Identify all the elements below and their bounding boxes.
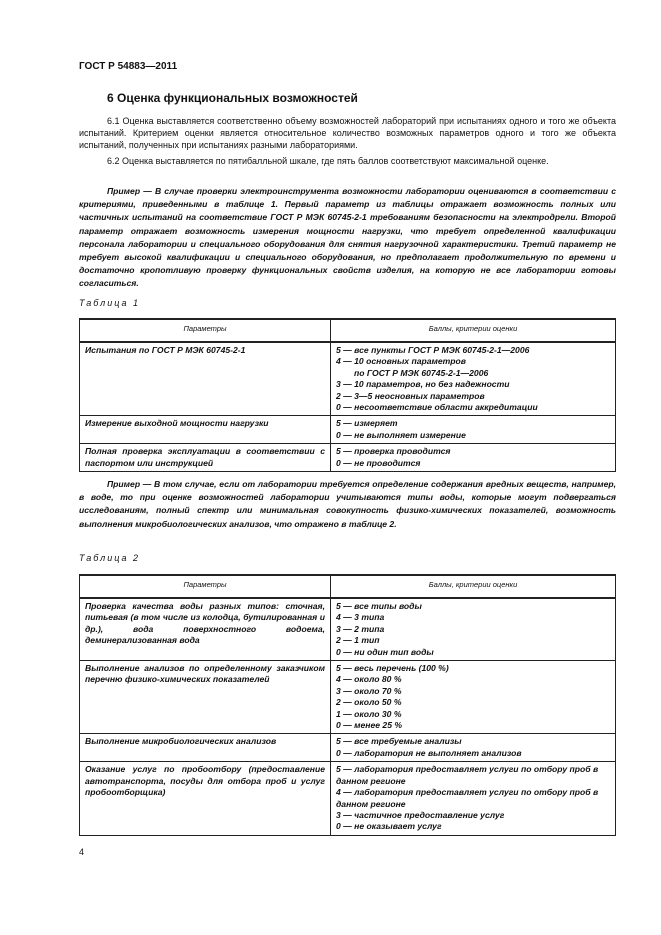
table-cell-criteria <box>331 734 616 762</box>
paragraph-6-1: 6.1 Оценка выставляется соответственно объему возможностей лабораторий при испытаниях одного и того же объекта испытаний. Критерием оценки является относительное количество возможных параметров одного и того же объекта испытаний, полученных при испытаниях разными лабораториями. <box>79 116 616 150</box>
criteria-line: 2 — 3—5 неосновных параметров <box>336 390 485 401</box>
table-row <box>80 444 616 472</box>
criteria-line: 4 — 3 типа <box>336 612 385 623</box>
table-cell-parameter: Испытания по ГОСТ Р МЭК 60745-2-1 <box>80 342 331 416</box>
table-cell-criteria <box>331 416 616 444</box>
criteria-line: 5 — все требуемые анализы <box>336 736 462 747</box>
criteria-line: 5 — весь перечень (100 %) <box>336 663 449 674</box>
table-cell-parameter: Проверка качества воды разных типов: сточная, питьевая (в том числе из колодца, бутилированная и др.), вода поверхностного водоема, деминерализованная вода <box>80 598 331 661</box>
table-cell-parameter: Измерение выходной мощности нагрузки <box>80 416 331 444</box>
table-header-parameters: Параметры <box>80 575 331 598</box>
table-header-row <box>80 319 616 342</box>
criteria-line: 0 — несоответствие области аккредитации <box>336 402 538 413</box>
criteria-line: 4 — лаборатория предоставляет услуги по отбору проб в данном регионе <box>336 787 599 809</box>
criteria-line: 3 — частичное предоставление услуг <box>336 809 505 820</box>
table-1 <box>79 318 616 472</box>
criteria-line: 0 — лаборатория не выполняет анализов <box>336 747 522 758</box>
criteria-line: 3 — 2 типа <box>336 623 385 634</box>
table-cell-criteria <box>331 444 616 472</box>
table-row <box>80 598 616 661</box>
table-row <box>80 661 616 734</box>
criteria-line: 5 — проверка проводится <box>336 446 451 457</box>
criteria-line: 0 — не выполняет измерение <box>336 429 466 440</box>
table-cell-criteria <box>331 598 616 661</box>
table-header-criteria: Баллы, критерии оценки <box>331 319 616 342</box>
criteria-line: 5 — измеряет <box>336 418 398 429</box>
criteria-line: 2 — 1 тип <box>336 635 380 646</box>
criteria-line: 5 — лаборатория предоставляет услуги по отбору проб в данном регионе <box>336 764 599 786</box>
table-1-caption: Таблица 1 <box>79 298 141 308</box>
table-header-row <box>80 575 616 598</box>
criteria-line: 2 — около 50 % <box>336 697 402 708</box>
criteria-line: 4 — 10 основных параметров <box>336 356 466 367</box>
table-row <box>80 342 616 416</box>
table-cell-criteria <box>331 762 616 835</box>
criteria-line: 0 — менее 25 % <box>336 720 403 731</box>
document-code: ГОСТ Р 54883—2011 <box>79 61 178 72</box>
table-row <box>80 762 616 835</box>
criteria-line: по ГОСТ Р МЭК 60745-2-1—2006 <box>354 367 489 378</box>
criteria-line: 4 — около 80 % <box>336 674 402 685</box>
table-2-caption: Таблица 2 <box>79 553 141 563</box>
paragraph-6-2: 6.2 Оценка выставляется по пятибалльной шкале, где пять баллов соответствуют максимальной оценке. <box>107 156 549 166</box>
table-header-parameters: Параметры <box>80 319 331 342</box>
table-cell-parameter: Выполнение анализов по определенному заказчиком перечню физико-химических показателей <box>80 661 331 734</box>
table-row <box>80 734 616 762</box>
table-2 <box>79 574 616 836</box>
table-cell-parameter: Полная проверка эксплуатации в соответствии с паспортом или инструкцией <box>80 444 331 472</box>
criteria-line: 0 — ни один тип воды <box>336 646 434 657</box>
criteria-line: 1 — около 30 % <box>336 708 402 719</box>
table-cell-criteria <box>331 661 616 734</box>
example-2: Пример — В том случае, если от лаборатории требуется определение содержания вредных веществ, например, в воде, то при оценке возможностей лаборатории учитываются типы воды, которые могут подвергаться исследованиям, полный спектр или минимальная совокупность физико-химических показателей, возможность выполнения микробиологических анализов, что отражено в таблице 2. <box>79 479 616 529</box>
table-header-criteria: Баллы, критерии оценки <box>331 575 616 598</box>
criteria-line: 5 — все пункты ГОСТ Р МЭК 60745-2-1—2006 <box>336 345 530 355</box>
section-title: 6 Оценка функциональных возможностей <box>107 91 358 105</box>
criteria-line: 5 — все типы воды <box>336 601 422 611</box>
criteria-line: 3 — около 70 % <box>336 685 402 696</box>
criteria-line: 3 — 10 параметров, но без надежности <box>336 379 510 390</box>
criteria-line: 0 — не проводится <box>336 457 421 468</box>
example-1: Пример — В случае проверки электроинструмента возможности лаборатории оцениваются в соответствии с критериями, приведенными в таблице 1. Первый параметр из таблицы отражает возможность полных или частичных испытаний на соответствие ГОСТ Р МЭК 60745-2-1 требованиям безопасности на электродрели. Второй параметр отражает возможность измерения мощности нагрузки, что требует определенной квалификации персонала лаборатории и специального оборудования для снятия нагрузочной характеристики. Третий параметр не требует высокой квалификации и специального оборудования, но предполагает продолжительную по времени и достаточно кропотливую проверку функциональных свойств изделия, на которую не все лаборатории готовы согласиться. <box>79 186 616 289</box>
page-number: 4 <box>79 847 85 857</box>
table-cell-parameter: Оказание услуг по пробоотбору (предоставление автотранспорта, посуды для отбора проб и услуг пробоотборщика) <box>80 762 331 835</box>
table-cell-criteria <box>331 342 616 416</box>
table-row <box>80 416 616 444</box>
criteria-line: 0 — не оказывает услуг <box>336 821 442 832</box>
table-cell-parameter: Выполнение микробиологических анализов <box>80 734 331 762</box>
